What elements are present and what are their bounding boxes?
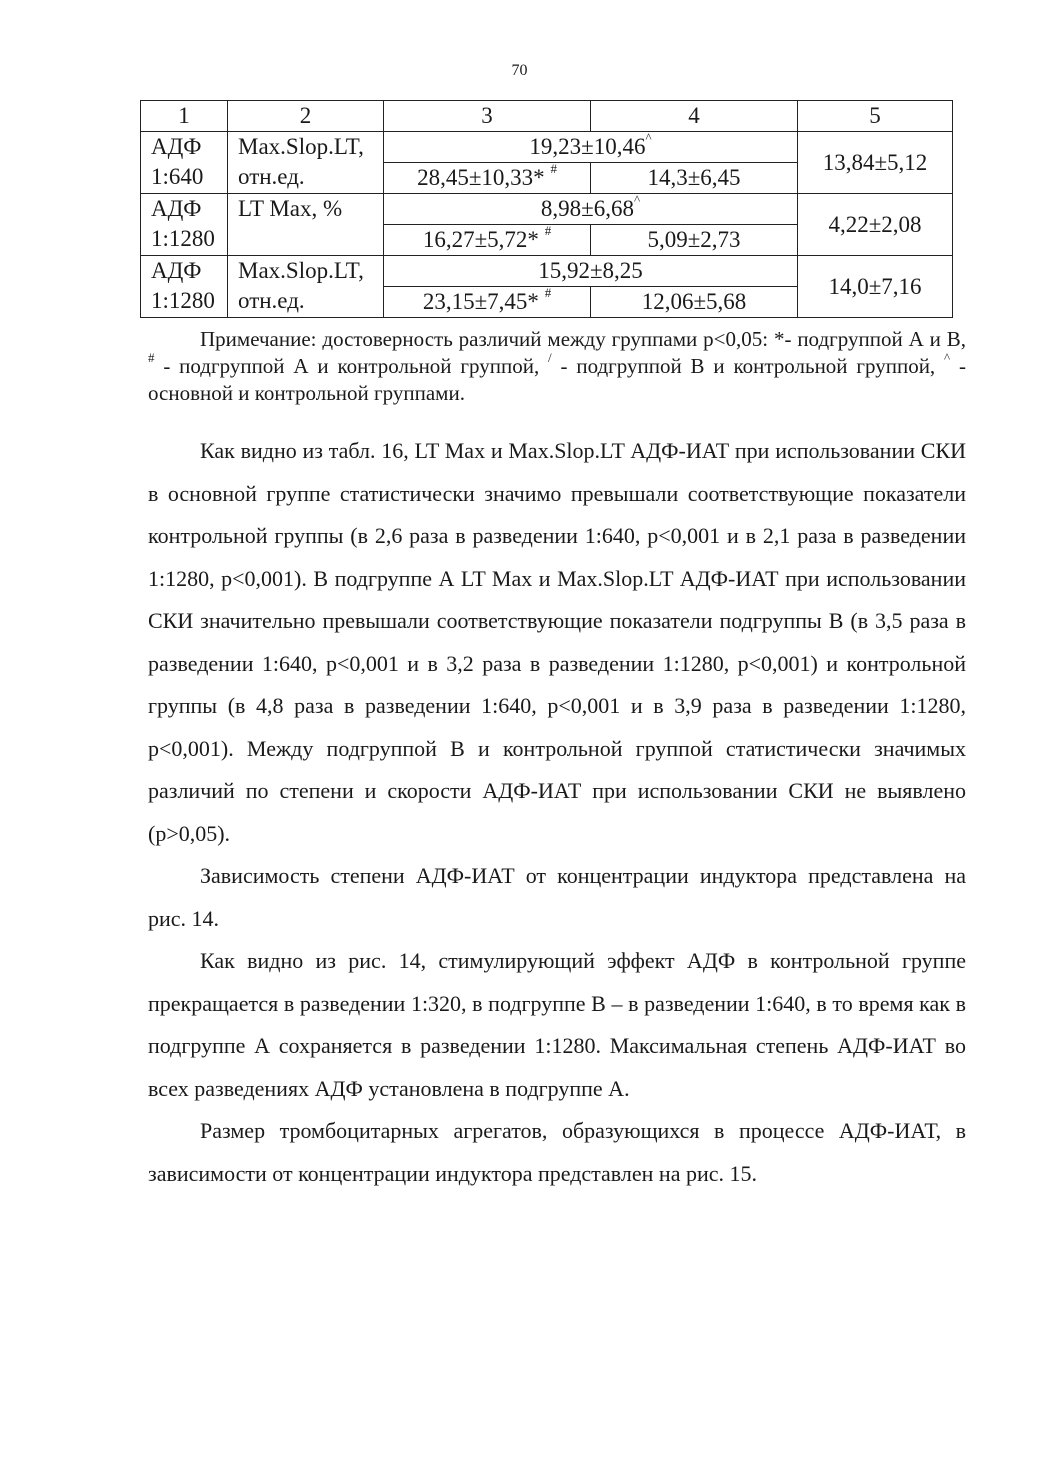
significance-mark: ^ — [645, 130, 652, 146]
parameter-cell — [228, 256, 384, 318]
inductor-cell — [141, 256, 228, 318]
paragraph: Зависимость степени АДФ-ИАТ от концентрации индуктора представлена на рис. 14. — [148, 863, 966, 931]
significance-mark: ^ — [944, 350, 951, 365]
paragraph: Размер тромбоцитарных агрегатов, образующихся в процессе АДФ-ИАТ, в зависимости от концентрации индуктора представлен на рис. 15. — [148, 1118, 966, 1186]
significance-mark: # — [148, 350, 155, 365]
table-row — [141, 194, 953, 225]
paragraph: Как видно из рис. 14, стимулирующий эффект АДФ в контрольной группе прекращается в разведении 1:320, в подгруппе В – в разведении 1:640, в то время как в подгруппе А сохраняется в разведении 1:1280. Максимальная степень АДФ-ИАТ во всех разведениях АДФ установлена в подгруппе А. — [148, 948, 966, 1101]
subgroup-b-value: 5,09±2,73 — [591, 225, 798, 256]
main-group-value: 15,92±8,25 — [384, 256, 798, 287]
inductor-dilution: 1:640 — [151, 164, 204, 189]
inductor-cell — [141, 194, 228, 256]
subgroup-b-value: 12,06±5,68 — [591, 287, 798, 318]
body-text — [148, 430, 966, 1195]
parameter-name: Max.Slop.LT, — [238, 258, 364, 283]
subgroup-b-value: 14,3±6,45 — [591, 163, 798, 194]
header-cell: 3 — [384, 101, 591, 132]
main-group-value: 8,98±6,68^ — [384, 194, 798, 225]
parameter-unit: отн.ед. — [238, 164, 305, 189]
table-header-row — [141, 101, 953, 132]
header-cell: 1 — [141, 101, 228, 132]
paragraph: Как видно из табл. 16, LT Max и Max.Slop.LT АДФ-ИАТ при использовании СКИ в основной группе статистически значимо превышали соответствующие показатели контрольной группы (в 2,6 раза в разведении 1:640, p<0,001 и в 2,1 раза в разведении 1:1280, p<0,001). В подгруппе А LT Max и Max.Slop.LT АДФ-ИАТ при использовании СКИ значительно превышали соответствующие показатели подгруппы В (в 3,5 раза в разведении 1:640, p<0,001 и в 3,2 раза в разведении 1:1280, p<0,001) и контрольной группы (в 4,8 раза в разведении 1:640, p<0,001 и в 3,9 раза в разведении 1:1280, p<0,001). Между подгруппой В и контрольной группой статистически значимых различий по степени и скорости АДФ-ИАТ при использовании СКИ не выявлено (p>0,05). — [148, 438, 966, 846]
header-cell: 2 — [228, 101, 384, 132]
table-row — [141, 256, 953, 287]
inductor-name: АДФ — [151, 258, 202, 283]
main-group-value: 19,23±10,46^ — [384, 132, 798, 163]
parameter-cell — [228, 132, 384, 194]
subgroup-a-value: 23,15±7,45* # — [384, 287, 591, 318]
inductor-name: АДФ — [151, 196, 202, 221]
subgroup-a-value: 28,45±10,33* # — [384, 163, 591, 194]
control-group-value: 14,0±7,16 — [798, 256, 953, 318]
significance-mark: # — [544, 285, 552, 301]
significance-mark: / — [548, 350, 552, 365]
subgroup-a-value: 16,27±5,72* # — [384, 225, 591, 256]
header-cell: 5 — [798, 101, 953, 132]
parameter-name: LT Max, % — [238, 196, 343, 221]
results-table — [140, 100, 953, 318]
table-note: Примечание: достоверность различий между группами p<0,05: *- подгруппой А и В, # - подгруппой А и контрольной группой, / - подгруппой В и контрольной группой, ^ - основной и контрольной группами. — [148, 327, 966, 405]
inductor-name: АДФ — [151, 134, 202, 159]
table-row — [141, 132, 953, 163]
header-cell: 4 — [591, 101, 798, 132]
inductor-dilution: 1:1280 — [151, 288, 215, 313]
inductor-cell — [141, 132, 228, 194]
parameter-cell — [228, 194, 384, 256]
control-group-value: 4,22±2,08 — [798, 194, 953, 256]
parameter-unit: отн.ед. — [238, 288, 305, 313]
significance-mark: ^ — [634, 192, 641, 208]
control-group-value: 13,84±5,12 — [798, 132, 953, 194]
parameter-name: Max.Slop.LT, — [238, 134, 364, 159]
inductor-dilution: 1:1280 — [151, 226, 215, 251]
page-number: 70 — [511, 62, 528, 79]
significance-mark: # — [544, 223, 552, 239]
significance-mark: # — [550, 161, 557, 177]
